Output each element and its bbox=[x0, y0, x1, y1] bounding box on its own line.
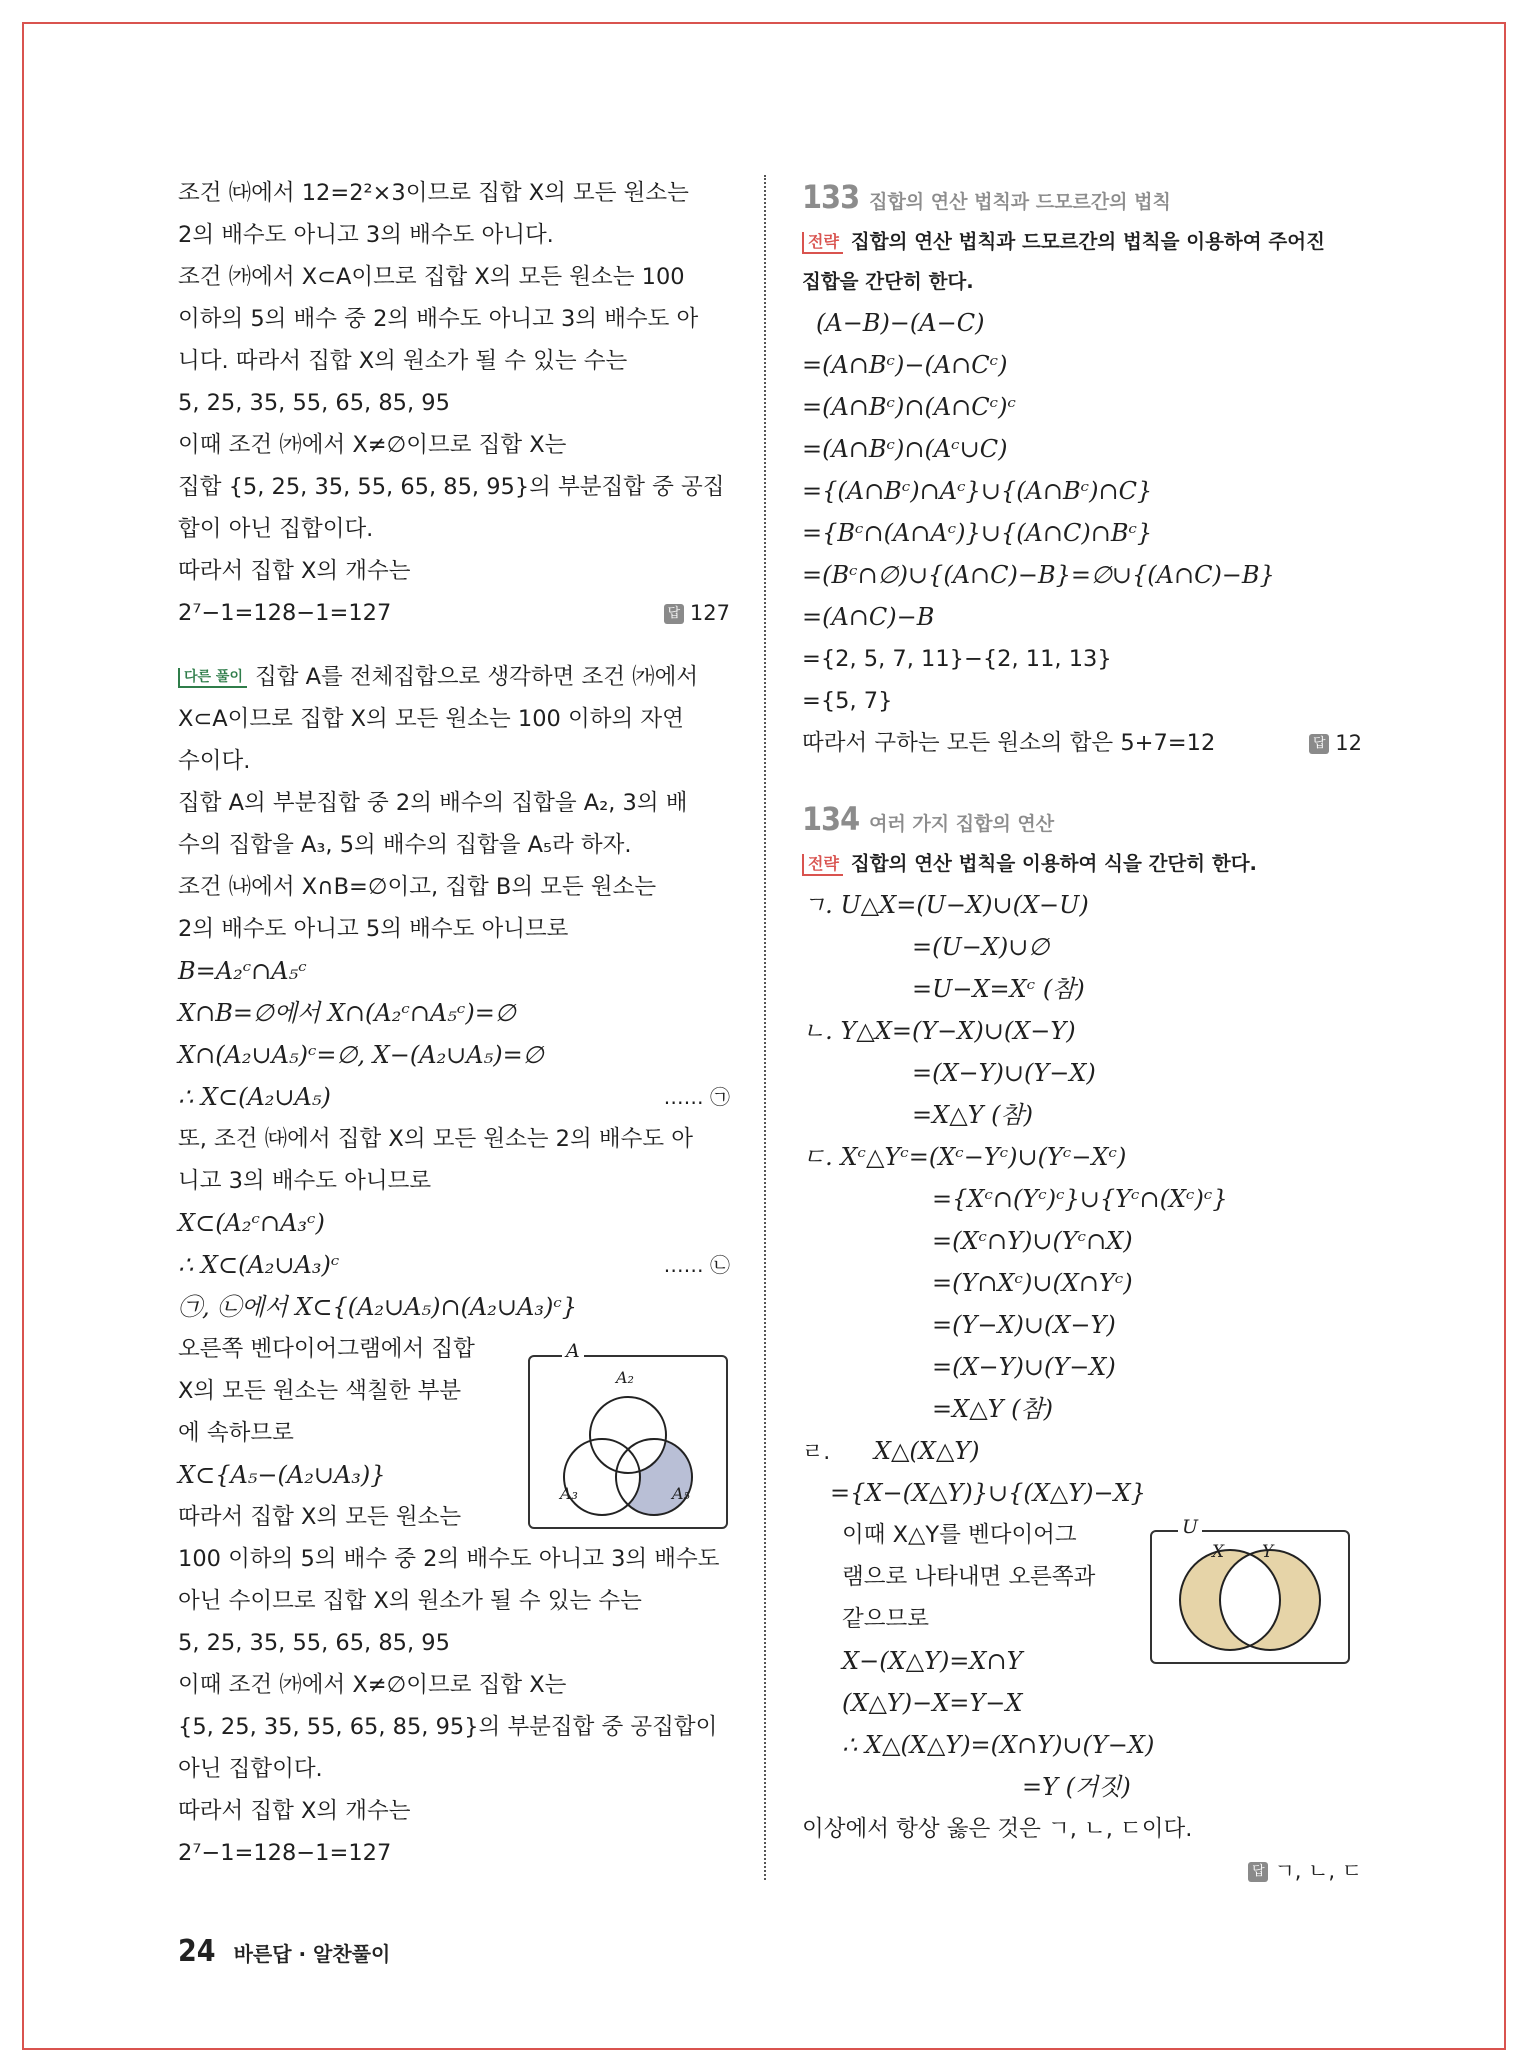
venn-label-a5: A₅ bbox=[672, 1484, 690, 1503]
math-line bbox=[178, 1244, 730, 1286]
venn-xy-svg bbox=[1152, 1532, 1348, 1662]
math-line: X−(X△Y)=X∩Y bbox=[842, 1647, 1023, 1675]
text-line: 아닌 집합이다. bbox=[178, 1756, 323, 1782]
text-line: ={2, 5, 7, 11}−{2, 11, 13} bbox=[802, 646, 1112, 672]
math-text: ∴ X⊂(A₂∪A₃)ᶜ bbox=[178, 1251, 340, 1279]
text-line: 오른쪽 벤다이어그램에서 집합 bbox=[178, 1336, 475, 1362]
text-line: 이하의 5의 배수 중 2의 배수도 아니고 3의 배수도 아 bbox=[178, 306, 699, 332]
text-line: 따라서 집합 X의 개수는 bbox=[178, 1798, 411, 1824]
math-line: ={Xᶜ∩(Yᶜ)ᶜ}∪{Yᶜ∩(Xᶜ)ᶜ} bbox=[932, 1185, 1228, 1213]
text-line: 이상에서 항상 옳은 것은 ㄱ, ㄴ, ㄷ이다. bbox=[802, 1816, 1193, 1842]
text-line: 이때 조건 ㈎에서 X≠∅이므로 집합 X는 bbox=[178, 432, 567, 458]
strategy-text: 집합의 연산 법칙을 이용하여 식을 간단히 한다. bbox=[850, 852, 1257, 875]
math-line: =(X−Y)∪(Y−X) bbox=[912, 1059, 1096, 1087]
answer-final bbox=[1248, 1850, 1362, 1892]
page-footer bbox=[178, 1934, 390, 1969]
text-line: 5, 25, 35, 55, 65, 85, 95 bbox=[178, 390, 450, 416]
strategy-line bbox=[802, 844, 1362, 884]
math-line: =Y (거짓) bbox=[1022, 1773, 1131, 1801]
text-line: 100 이하의 5의 배수 중 2의 배수도 아니고 3의 배수도 bbox=[178, 1546, 720, 1572]
math-line: ㉠, ㉡에서 X⊂{(A₂∪A₅)∩(A₂∪A₃)ᶜ} bbox=[178, 1293, 578, 1321]
venn-label-y: Y bbox=[1262, 1542, 1274, 1562]
text-line bbox=[178, 656, 730, 698]
math-line: =(A∩Bᶜ)∩(A∩Cᶜ)ᶜ bbox=[802, 393, 1016, 421]
left-column bbox=[178, 172, 730, 1874]
math-line: B=A₂ᶜ∩A₅ᶜ bbox=[178, 957, 307, 985]
math-line: ={X−(X△Y)}∪{(X△Y)−X} bbox=[830, 1479, 1146, 1507]
text-line: 2의 배수도 아니고 5의 배수도 아니므로 bbox=[178, 916, 569, 942]
marker-1: …… ㉠ bbox=[663, 1085, 730, 1109]
alt-text: 집합 A를 전체집합으로 생각하면 조건 ㈎에서 bbox=[254, 664, 699, 690]
venn-label-x: X bbox=[1212, 1542, 1225, 1562]
alt-solution-tag: 다른 풀이 bbox=[178, 668, 247, 688]
text-line: 따라서 집합 X의 모든 원소는 bbox=[178, 1504, 462, 1530]
text-line: {5, 25, 35, 55, 65, 85, 95}의 부분집합 중 공집합이 bbox=[178, 1714, 718, 1740]
text-line bbox=[802, 1850, 1362, 1892]
math-line: ㄱ. U△X=(U−X)∪(X−U) bbox=[802, 891, 1089, 919]
problem-number: 133 bbox=[802, 178, 860, 216]
text-line: 이때 X△Y를 벤다이어그 bbox=[842, 1522, 1077, 1548]
math-line: =(Y−X)∪(X−Y) bbox=[932, 1311, 1116, 1339]
math-line: X⊂{A₅−(A₂∪A₃)} bbox=[178, 1461, 386, 1489]
conclusion: 따라서 구하는 모든 원소의 합은 5+7=12 bbox=[802, 730, 1216, 756]
problem-topic: 집합의 연산 법칙과 드모르간의 법칙 bbox=[869, 191, 1171, 213]
answer-value: 12 bbox=[1335, 731, 1362, 755]
math-line: ={(A∩Bᶜ)∩Aᶜ}∪{(A∩Bᶜ)∩C} bbox=[802, 477, 1153, 505]
math-line: =(Xᶜ∩Y)∪(Yᶜ∩X) bbox=[932, 1227, 1133, 1255]
math-line: =(A∩Bᶜ)−(A∩Cᶜ) bbox=[802, 351, 1008, 379]
text-line: 또, 조건 ㈐에서 집합 X의 모든 원소는 2의 배수도 아 bbox=[178, 1126, 693, 1152]
math-line: =(U−X)∪∅ bbox=[912, 933, 1050, 961]
text-line: X⊂A이므로 집합 X의 모든 원소는 100 이하의 자연 bbox=[178, 706, 684, 732]
math-line: X⊂(A₂ᶜ∩A₃ᶜ) bbox=[178, 1209, 325, 1237]
answer-icon: 답 bbox=[1309, 734, 1329, 754]
math-line: (X△Y)−X=Y−X bbox=[842, 1689, 1023, 1717]
text-line bbox=[802, 722, 1362, 764]
text-line: 집합 A의 부분집합 중 2의 배수의 집합을 A₂, 3의 배 bbox=[178, 790, 688, 816]
strategy-tag: 전략 bbox=[802, 854, 843, 876]
text-line: 2⁷−1=128−1=127 bbox=[178, 1840, 392, 1866]
text-line: ={5, 7} bbox=[802, 688, 893, 714]
problem-topic: 여러 가지 집합의 연산 bbox=[869, 813, 1055, 835]
venn-label-a: A bbox=[562, 1340, 584, 1362]
text-line: 이때 조건 ㈎에서 X≠∅이므로 집합 X는 bbox=[178, 1672, 567, 1698]
equation: 2⁷−1=128−1=127 bbox=[178, 600, 392, 626]
item-label: ㄹ. bbox=[802, 1440, 831, 1465]
answer-value: ㄱ, ㄴ, ㄷ bbox=[1274, 1859, 1362, 1883]
text-line: 집합 {5, 25, 35, 55, 65, 85, 95}의 부분집합 중 공집 bbox=[178, 474, 725, 500]
text-line: 조건 ㈏에서 X∩B=∅이고, 집합 B의 모든 원소는 bbox=[178, 874, 657, 900]
answer-icon: 답 bbox=[664, 604, 684, 624]
math-text: X△(X△Y) bbox=[873, 1437, 980, 1465]
venn-diagram-xy bbox=[1150, 1530, 1350, 1664]
answer-icon: 답 bbox=[1248, 1862, 1268, 1882]
math-line: =U−X=Xᶜ (참) bbox=[912, 975, 1085, 1003]
strategy-tag: 전략 bbox=[802, 232, 843, 254]
math-line: =(A∩C)−B bbox=[802, 603, 935, 631]
answer-value: 127 bbox=[689, 601, 730, 625]
page-number: 24 bbox=[178, 1934, 216, 1969]
strategy-line bbox=[802, 222, 1362, 262]
text-line: 조건 ㈐에서 12=2²×3이므로 집합 X의 모든 원소는 bbox=[178, 180, 689, 206]
text-line: 2의 배수도 아니고 3의 배수도 아니다. bbox=[178, 222, 554, 248]
text-line: 수의 집합을 A₃, 5의 배수의 집합을 A₅라 하자. bbox=[178, 832, 632, 858]
footer-title: 바른답 · 알찬풀이 bbox=[233, 1942, 391, 1966]
strategy-text: 집합의 연산 법칙과 드모르간의 법칙을 이용하여 주어진 bbox=[850, 230, 1325, 253]
venn-label-u: U bbox=[1178, 1516, 1202, 1538]
text-line: 수이다. bbox=[178, 748, 251, 774]
problem-134-title bbox=[802, 794, 1362, 844]
math-line bbox=[178, 1076, 730, 1118]
math-line: ㄷ. Xᶜ△Yᶜ=(Xᶜ−Yᶜ)∪(Yᶜ−Xᶜ) bbox=[802, 1143, 1127, 1171]
math-text: ∴ X⊂(A₂∪A₅) bbox=[178, 1083, 331, 1111]
math-line: ㄴ. Y△X=(Y−X)∪(X−Y) bbox=[802, 1017, 1076, 1045]
math-line bbox=[802, 1430, 1362, 1472]
venn-label-a2: A₂ bbox=[616, 1368, 634, 1387]
answer-127 bbox=[664, 592, 730, 634]
math-line: (A−B)−(A−C) bbox=[816, 309, 985, 337]
strategy-line: 집합을 간단히 한다. bbox=[802, 270, 974, 293]
math-line: =X△Y (참) bbox=[912, 1101, 1034, 1129]
text-line: 같으므로 bbox=[842, 1606, 929, 1632]
math-line: =X△Y (참) bbox=[932, 1395, 1054, 1423]
text-line: 합이 아닌 집합이다. bbox=[178, 516, 374, 542]
venn-label-a3: A₃ bbox=[560, 1484, 578, 1503]
math-line: X∩B=∅에서 X∩(A₂ᶜ∩A₅ᶜ)=∅ bbox=[178, 999, 516, 1027]
text-line: 따라서 집합 X의 개수는 bbox=[178, 558, 411, 584]
math-line: X∩(A₂∪A₅)ᶜ=∅, X−(A₂∪A₅)=∅ bbox=[178, 1041, 544, 1069]
math-line: =(Bᶜ∩∅)∪{(A∩C)−B}=∅∪{(A∩C)−B} bbox=[802, 561, 1275, 589]
text-line bbox=[178, 592, 730, 634]
answer-12 bbox=[1309, 722, 1362, 764]
text-line: X의 모든 원소는 색칠한 부분 bbox=[178, 1378, 462, 1404]
math-line: =(A∩Bᶜ)∩(Aᶜ∪C) bbox=[802, 435, 1008, 463]
text-line: 아닌 수이므로 집합 X의 원소가 될 수 있는 수는 bbox=[178, 1588, 642, 1614]
text-line: 5, 25, 35, 55, 65, 85, 95 bbox=[178, 1630, 450, 1656]
text-line: 램으로 나타내면 오른쪽과 bbox=[842, 1564, 1096, 1590]
math-line: ∴ X△(X△Y)=(X∩Y)∪(Y−X) bbox=[842, 1731, 1155, 1759]
math-line: ={Bᶜ∩(A∩Aᶜ)}∪{(A∩C)∩Bᶜ} bbox=[802, 519, 1153, 547]
marker-2: …… ㉡ bbox=[663, 1253, 730, 1277]
text-line: 니다. 따라서 집합 X의 원소가 될 수 있는 수는 bbox=[178, 348, 628, 374]
math-line: =(X−Y)∪(Y−X) bbox=[932, 1353, 1116, 1381]
column-divider bbox=[764, 175, 766, 1880]
problem-133-title bbox=[802, 172, 1362, 222]
text-line: 니고 3의 배수도 아니므로 bbox=[178, 1168, 432, 1194]
text-line: 조건 ㈎에서 X⊂A이므로 집합 X의 모든 원소는 100 bbox=[178, 264, 685, 290]
problem-number: 134 bbox=[802, 800, 860, 838]
math-line: =(Y∩Xᶜ)∪(X∩Yᶜ) bbox=[932, 1269, 1133, 1297]
text-line: 에 속하므로 bbox=[178, 1420, 294, 1446]
